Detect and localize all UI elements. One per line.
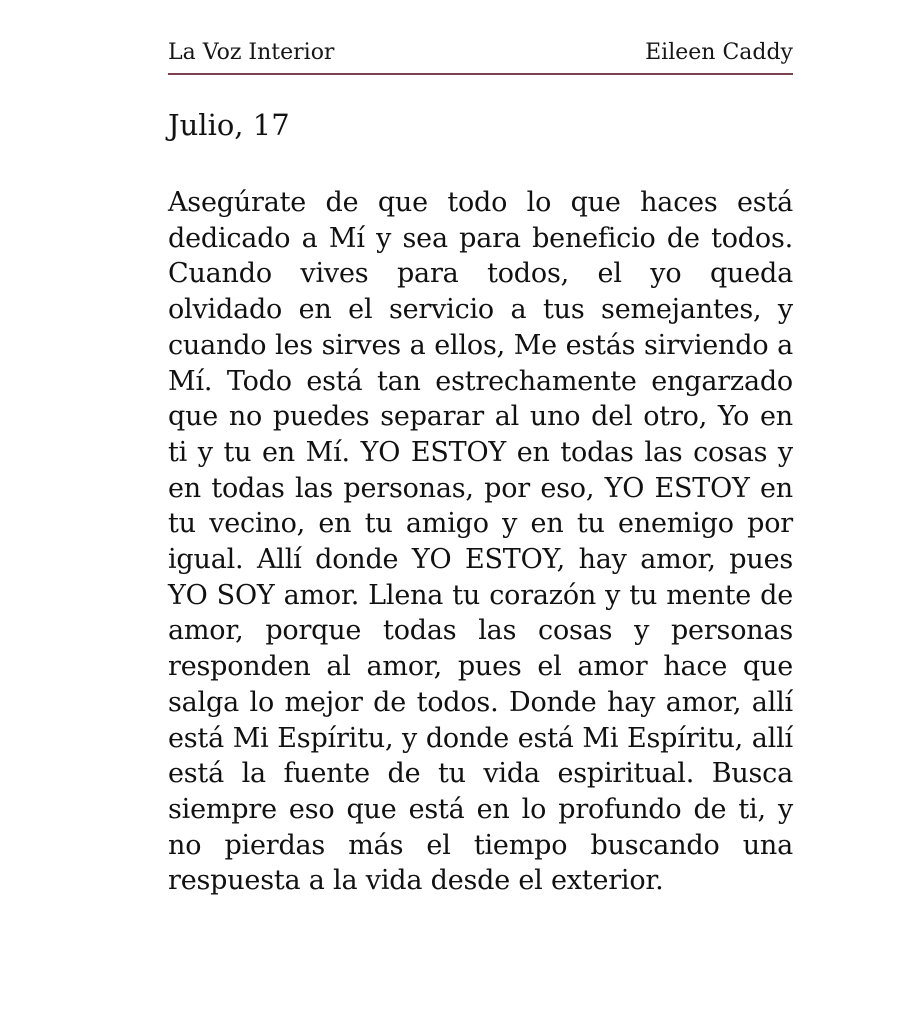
page-content [168, 40, 793, 926]
date-heading: Julio, 17 [168, 108, 290, 142]
body-paragraph: Asegúrate de que todo lo que haces está dedicado a Mí y sea para beneficio de todos. Cuando vives para todos, el yo queda olvidado en el servicio a tus semejantes, y cuando les sirves a ellos, Me estás sirviendo a Mí. Todo está tan estrechamente engarzado que no puedes separar al uno del otro, Yo en ti y tu en Mí. YO ESTOY en todas las cosas y en todas las personas, por eso, YO ESTOY en tu vecino, en tu amigo y en tu enemigo por igual. Allí donde YO ESTOY, hay amor, pues YO SOY amor. Llena tu corazón y tu mente de amor, porque todas las cosas y personas responden al amor, pues el amor hace que salga lo mejor de todos. Donde hay amor, allí está Mi Espíritu, y donde está Mi Espíritu, allí está la fuente de tu vida espiritual. Busca siempre eso que está en lo profundo de ti, y no pierdas más el tiempo buscando una respuesta a la vida desde el exterior. [168, 187, 793, 897]
running-header [168, 40, 793, 66]
header-rule-divider [168, 73, 793, 75]
book-title: La Voz Interior [168, 40, 335, 65]
book-author: Eileen Caddy [645, 40, 793, 65]
